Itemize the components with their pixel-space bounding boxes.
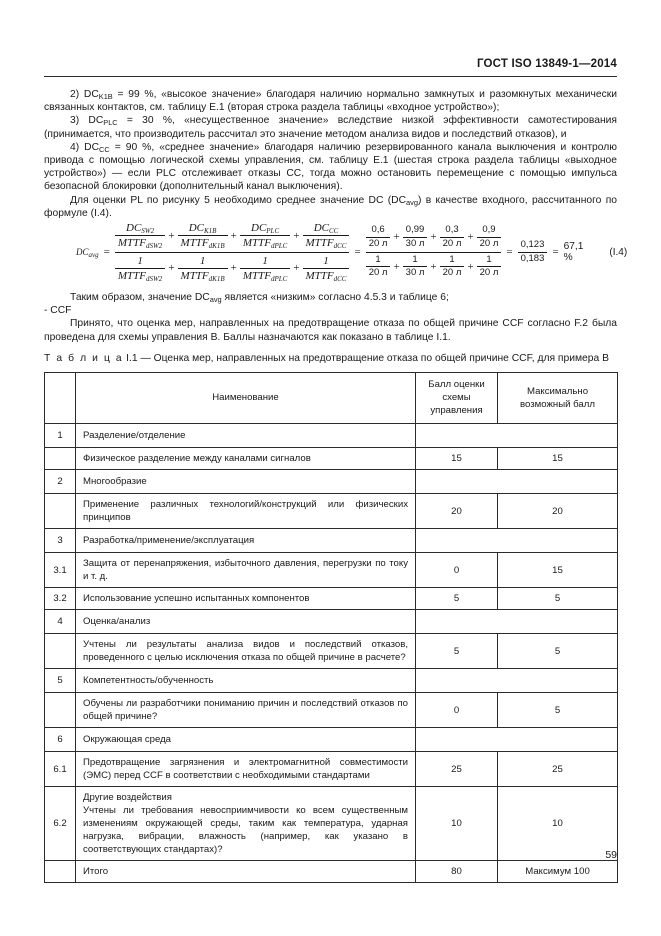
formula-equals-2: = [354, 246, 361, 258]
cell-name: Защита от перенапряжения, избыточного давления, перегрузки по току и т. д. [76, 553, 416, 588]
cell-score: 5 [416, 634, 498, 669]
table-row [45, 529, 618, 553]
n2-den: 30 л [405, 237, 425, 249]
ccf-measures-table [44, 372, 618, 883]
m4-den: 20 л [479, 267, 499, 279]
n2-num: 0,99 [405, 224, 425, 236]
dc-plc-prefix: 3) DC [70, 115, 104, 127]
header-score-line1: Балл оценки [428, 379, 485, 390]
cell-max: 5 [498, 588, 618, 610]
table-caption-text: — Оценка мер, направленных на предотвращение отказа по общей причине CCF, для примера В [140, 353, 609, 364]
term-dc-sw2 [115, 222, 165, 250]
formula-symbolic-numerator [115, 222, 350, 250]
page-number: 59 [605, 849, 617, 861]
cell-score: 80 [416, 861, 498, 883]
t3-den-sub: dPLC [270, 242, 288, 251]
paragraph-dc-cc [44, 141, 617, 194]
term-dc-k1b-num [186, 222, 220, 234]
document-body [44, 88, 617, 220]
m3-num: 1 [449, 253, 455, 265]
cell-max: 20 [498, 494, 618, 529]
m4-num: 1 [486, 253, 492, 265]
table-row [45, 634, 618, 669]
cell-number: 6.1 [45, 752, 76, 787]
m3-den: 20 л [442, 267, 462, 279]
header-score-line2: схемы управления [430, 392, 483, 416]
t1-num-sub: SW2 [141, 226, 155, 235]
cell-name: Обучены ли разработчики пониманию причин и последствий отказов по общей причине? [76, 693, 416, 728]
dc-plc-subscript: PLC [103, 118, 118, 128]
plus-10: + [393, 260, 400, 273]
cell-score: 10 [416, 787, 498, 861]
cell-number [45, 494, 76, 529]
cell-name: Разработка/применение/эксплуатация [76, 529, 416, 553]
plus-6: + [293, 262, 300, 275]
table-caption [44, 352, 617, 365]
table-row [45, 752, 618, 787]
cell-number: 3.2 [45, 588, 76, 610]
t3-den: MTTF [242, 237, 271, 250]
cell-number [45, 861, 76, 883]
main-fraction-bar [366, 252, 502, 253]
formula-lhs-symbol: DC [76, 247, 89, 257]
n4-num: 0,9 [482, 224, 496, 236]
dc-cc-prefix: 4) DC [70, 141, 100, 153]
fraction-bar [115, 235, 165, 236]
cell-name: Применение различных технологий/конструкций или физических принципов [76, 494, 416, 529]
m4 [477, 255, 502, 279]
n1-num: 0,6 [371, 224, 385, 236]
fraction-bar [303, 268, 350, 269]
term-dc-sw2-num [123, 222, 157, 234]
table-head [45, 373, 618, 424]
dc-cc-text: = 90 %, «среднее значение» благодаря наличию резервированного канала выключения и контролю привода с помощью логической схемы управления, см. таблицу Е.1 (шестая строка раздела таблицы «выходное устройство») — если PLC отслеживает отказы СС, тогда можно остановить перемещение с помощью импульса безопасной блокировки (дополнительный канал выключения). [44, 141, 617, 193]
list-item-ccf: - CCF [44, 305, 72, 317]
formula-result-fraction [518, 240, 548, 264]
n3-num: 0,3 [445, 224, 459, 236]
header-rule [44, 76, 617, 77]
cell-score-empty [416, 610, 618, 634]
cell-name: Окружающая среда [76, 728, 416, 752]
formula-equals-1: = [103, 246, 110, 258]
m1-den: 20 л [368, 267, 388, 279]
cell-name: Физическое разделение между каналами сигналов [76, 448, 416, 470]
m2 [403, 255, 428, 279]
result-num: 0,123 [520, 238, 545, 250]
formula-numeric-fraction [366, 225, 502, 279]
cell-score: 5 [416, 588, 498, 610]
fraction-bar [240, 235, 290, 236]
formula-symbolic-denominator [115, 255, 350, 283]
term-dc-cc-num [311, 222, 342, 234]
table-row [45, 448, 618, 470]
cell-number [45, 448, 76, 470]
n1-den: 20 л [368, 237, 388, 249]
dc-plc-text: = 30 %, «несущественное значение» вследствие низкой эффективности самотестирования (принимается, что производитель рассчитал это значение методом анализа видов и последствий отказов), и [44, 115, 617, 140]
d1-den-wrap [115, 270, 165, 282]
dc-cc-subscript: CC [99, 144, 110, 154]
plus-12: + [467, 260, 474, 273]
dc-k1b-prefix: 2) DC [70, 89, 99, 100]
term-dc-plc [240, 222, 290, 250]
inv-mttf-k1b [178, 255, 228, 283]
t4-den-sub: dCC [333, 242, 347, 251]
header-max-line2: возможный балл [520, 398, 595, 410]
cell-number: 3.1 [45, 553, 76, 588]
cell-score-empty [416, 424, 618, 448]
d3-den: MTTF [242, 269, 271, 282]
term-dc-cc [303, 222, 350, 250]
t3-num: DC [251, 221, 267, 234]
t2-num: DC [188, 221, 204, 234]
d1-num: 1 [137, 254, 143, 267]
main-fraction-bar [115, 252, 350, 253]
formula-equals-3: = [506, 246, 513, 258]
term-dc-cc-den [303, 237, 350, 249]
cell-score-empty [416, 728, 618, 752]
fraction-bar [303, 235, 350, 236]
d2-den-sub: dK1B [208, 274, 225, 283]
paragraph-dc-avg-low [44, 291, 617, 304]
n4 [477, 225, 502, 249]
table-row [45, 553, 618, 588]
table-row [45, 610, 618, 634]
pl-eval-prefix: Для оценки PL по рисунку 5 необходимо среднее значение DC (DC [70, 194, 407, 206]
plus-7: + [393, 231, 400, 244]
d3-den-sub: dPLC [270, 274, 288, 283]
header-cell-score [416, 373, 498, 424]
m2-den: 30 л [405, 267, 425, 279]
cell-max: 25 [498, 752, 618, 787]
d4-num: 1 [323, 254, 329, 267]
t4-num: DC [313, 221, 329, 234]
table-row [45, 728, 618, 752]
d1-den-sub: dSW2 [145, 274, 163, 283]
cell-max: 15 [498, 448, 618, 470]
inv-mttf-cc [303, 255, 350, 283]
table-body [45, 424, 618, 883]
pl-eval-text: ) в качестве входного, рассчитанного по формуле (I.4). [44, 194, 617, 219]
document-body-after-formula [44, 291, 617, 344]
plus-1: + [168, 229, 175, 242]
cell-score: 0 [416, 693, 498, 728]
cell-score-empty [416, 529, 618, 553]
fraction-bar [178, 268, 228, 269]
paragraph-ccf-assessment: Принято, что оценка мер, направленных на предотвращение отказа по общей причине CCF согласно F.2 была проведена для схемы управления В. Баллы назначаются как показано в таблице I.1. [44, 318, 617, 343]
t2-num-sub: K1B [203, 226, 217, 235]
formula-result-value: 67,1 % [563, 241, 584, 263]
cell-name: Использование успешно испытанных компонентов [76, 588, 416, 610]
plus-4: + [168, 262, 175, 275]
cell-name: Компетентность/обученность [76, 669, 416, 693]
paragraph-dc-k1b [44, 88, 617, 114]
term-dc-k1b-den [178, 237, 228, 249]
cell-name: Другие воздействия Учтены ли требования невосприимчивости ко всем существенным изменениям окружающей среды, таким как температура, ударная нагрузка, вибрации, влажность (например, как указано в соответствующих стандартах)? [76, 787, 416, 861]
cell-group-number: 4 [45, 610, 76, 634]
table-header-row [45, 373, 618, 424]
formula-numeric-denominator [366, 255, 502, 279]
cell-group-number: 5 [45, 669, 76, 693]
result-den: 0,183 [520, 252, 545, 264]
cell-max: 5 [498, 634, 618, 669]
fraction-bar [240, 268, 290, 269]
table-row [45, 861, 618, 883]
formula-number: (I.4) [609, 246, 628, 258]
table-row [45, 494, 618, 529]
dc-k1b-subscript: K1B [98, 92, 113, 101]
cell-name: Предотвращение загрязнения и электромагнитной совместимости (ЭМС) перед CCF в соответствии с необходимыми стандартами [76, 752, 416, 787]
paragraph-dc-plc [44, 114, 617, 140]
table-caption-number: I.1 [126, 353, 138, 364]
formula-equals-4: = [552, 246, 559, 258]
inv-mttf-plc [240, 255, 290, 283]
cell-max: Максимум 100 [498, 861, 618, 883]
table-row [45, 588, 618, 610]
n3 [440, 225, 465, 249]
term-dc-k1b [178, 222, 228, 250]
d2-den: MTTF [180, 269, 209, 282]
d3-den-wrap [240, 270, 290, 282]
n4-den: 20 л [479, 237, 499, 249]
table-caption-label: Т а б л и ц а [44, 353, 124, 364]
cell-score-empty [416, 669, 618, 693]
cell-number [45, 693, 76, 728]
cell-group-number: 3 [45, 529, 76, 553]
cell-name: Итого [76, 861, 416, 883]
m3 [440, 255, 465, 279]
cell-group-number: 2 [45, 470, 76, 494]
header-cell-max [498, 373, 618, 424]
t1-den: MTTF [117, 237, 146, 250]
cell-name: Учтены ли результаты анализа видов и последствий отказов, проведенного с целью исключения отказа по общей причине в расчете? [76, 634, 416, 669]
m1 [366, 255, 391, 279]
cell-group-number: 1 [45, 424, 76, 448]
fraction-bar [178, 235, 228, 236]
m1-num: 1 [375, 253, 381, 265]
d4-den-sub: dCC [333, 274, 347, 283]
table-row [45, 424, 618, 448]
cell-name: Разделение/отделение [76, 424, 416, 448]
n2 [403, 225, 428, 249]
m2-num: 1 [412, 253, 418, 265]
d2-num: 1 [199, 254, 206, 267]
plus-8: + [430, 231, 437, 244]
plus-5: + [230, 262, 237, 275]
cell-number: 6.2 [45, 787, 76, 861]
inv-mttf-sw2 [115, 255, 165, 283]
cell-max: 10 [498, 787, 618, 861]
dcavg-low-prefix: Таким образом, значение DC [70, 292, 210, 303]
d2-den-wrap [178, 270, 228, 282]
plus-11: + [430, 260, 437, 273]
header-standard-title: ГОСТ ISO 13849-1—2014 [476, 58, 617, 70]
formula-lhs [76, 247, 99, 257]
cell-score: 20 [416, 494, 498, 529]
term-dc-sw2-den [115, 237, 165, 249]
cell-name: Оценка/анализ [76, 610, 416, 634]
dcavg-low-subscript: avg [209, 295, 222, 304]
formula-expression [44, 216, 628, 288]
t2-den-sub: dK1B [208, 242, 225, 251]
d4-den: MTTF [305, 269, 334, 282]
cell-max: 15 [498, 553, 618, 588]
table-row [45, 470, 618, 494]
page-header [44, 58, 617, 70]
n1 [366, 225, 391, 249]
fraction-bar [115, 268, 165, 269]
plus-3: + [293, 229, 300, 242]
term-dc-plc-den [240, 237, 290, 249]
plus-2: + [230, 229, 237, 242]
dc-avg-subscript: avg [406, 197, 418, 207]
formula-i4 [44, 216, 628, 288]
d1-den: MTTF [117, 269, 146, 282]
cell-score-empty [416, 470, 618, 494]
t2-den: MTTF [180, 237, 209, 250]
dc-k1b-text: = 99 %, «высокое значение» благодаря наличию нормально замкнутых и разомкнутых механически связанных контактов, см. таблицу Е.1 (вторая строка раздела таблицы «входное устройство»); [44, 89, 617, 114]
formula-symbolic-fraction [115, 222, 350, 282]
cell-number [45, 634, 76, 669]
t1-num: DC [126, 221, 142, 234]
cell-group-number: 6 [45, 728, 76, 752]
term-dc-plc-num [248, 222, 282, 234]
dcavg-low-text: является «низким» согласно 4.5.3 и таблице 6; [221, 292, 449, 303]
t1-den-sub: dSW2 [145, 242, 163, 251]
n3-den: 20 л [442, 237, 462, 249]
d4-den-wrap [303, 270, 350, 282]
plus-9: + [467, 231, 474, 244]
header-cell-name: Наименование [76, 373, 416, 424]
cell-score: 15 [416, 448, 498, 470]
table-row [45, 669, 618, 693]
d3-num: 1 [262, 254, 268, 267]
cell-score: 25 [416, 752, 498, 787]
cell-max: 5 [498, 693, 618, 728]
cell-name: Многообразие [76, 470, 416, 494]
table-row [45, 693, 618, 728]
t3-num-sub: PLC [266, 226, 280, 235]
formula-lhs-subscript: avg [88, 251, 99, 259]
cell-score: 0 [416, 553, 498, 588]
header-max-line1: Максимально [526, 385, 589, 397]
t4-den: MTTF [305, 237, 334, 250]
formula-numeric-numerator [366, 225, 502, 249]
header-cell-number [45, 373, 76, 424]
t4-num-sub: CC [328, 226, 339, 235]
